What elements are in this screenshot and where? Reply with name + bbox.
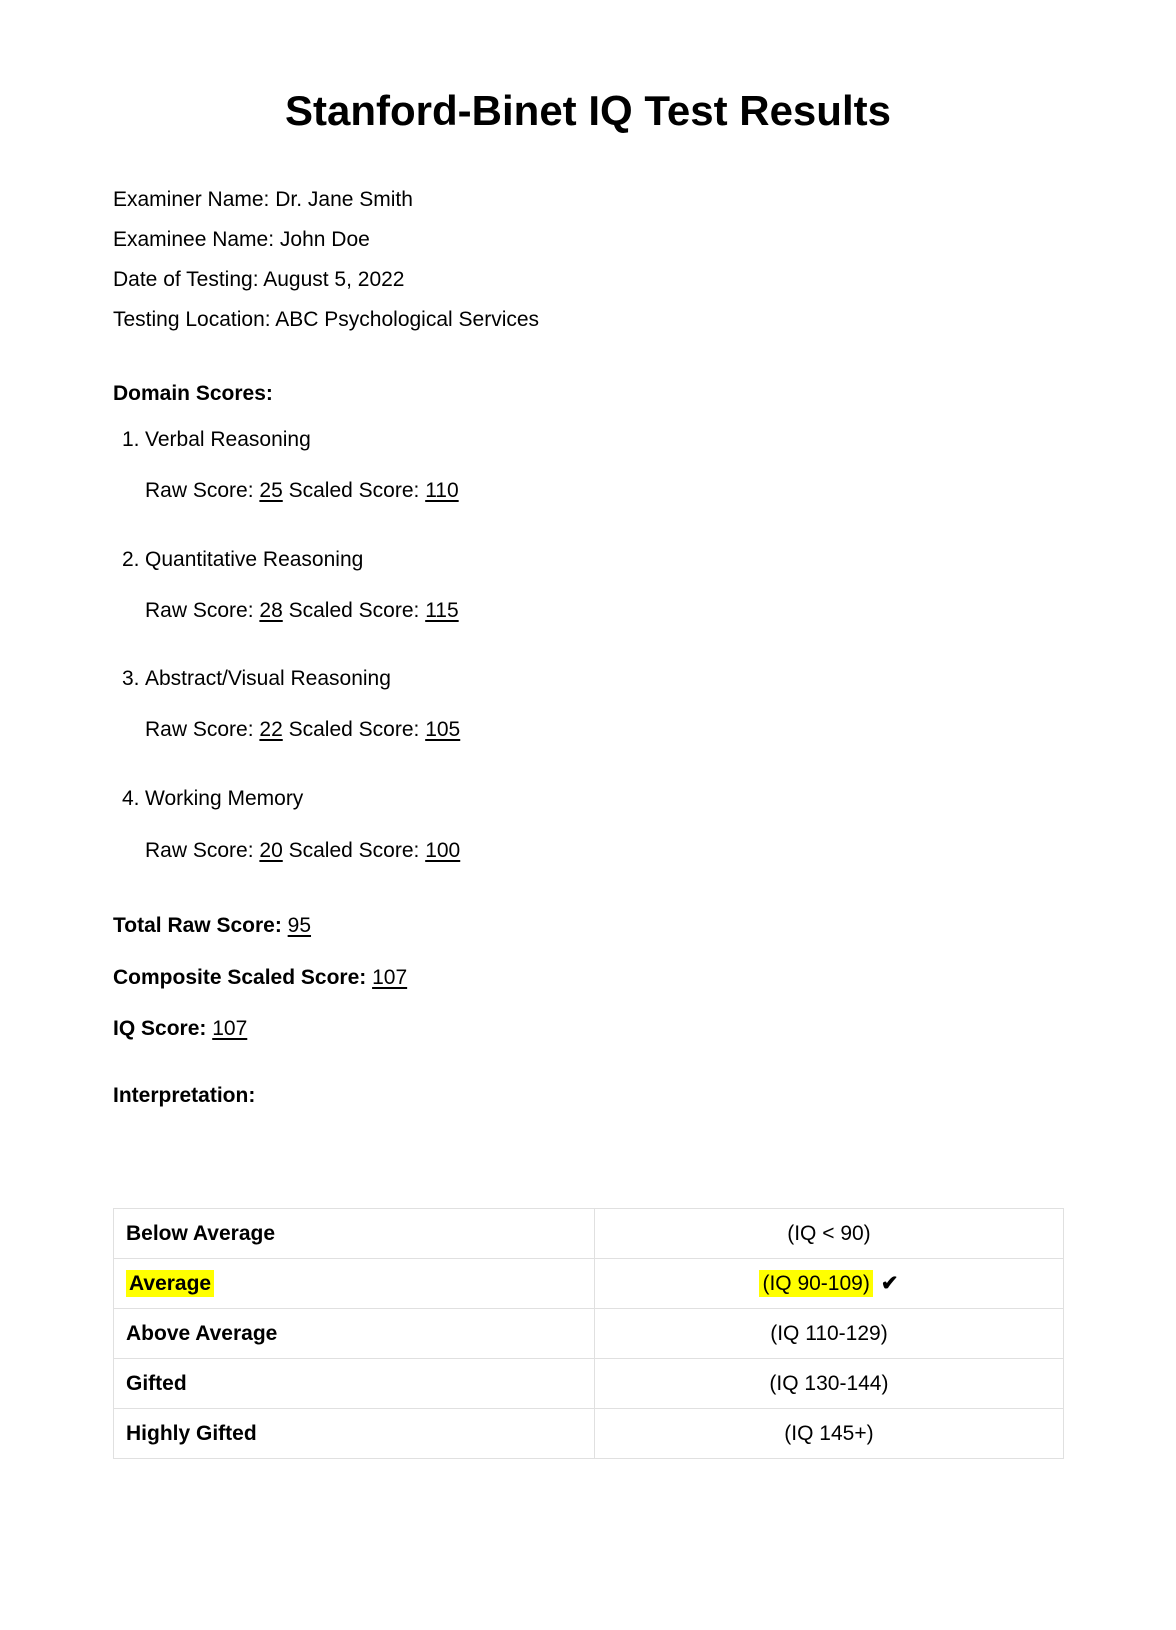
interpretation-category: [114, 1259, 595, 1309]
iq-score-label: IQ Score:: [113, 1017, 207, 1040]
domain-scores-list: [113, 420, 1063, 871]
interpretation-heading: Interpretation:: [113, 1084, 256, 1107]
examiner-name-line: Examiner Name: Dr. Jane Smith: [113, 188, 413, 211]
total-raw-score-line: [113, 906, 1063, 946]
testing-location-line: Testing Location: ABC Psychological Services: [113, 308, 540, 331]
range-label: (IQ 130-144): [769, 1371, 889, 1395]
domain-score-line-1: [145, 471, 1063, 511]
interpretation-category: [114, 1359, 595, 1409]
domain-name-label: Abstract/Visual Reasoning: [145, 667, 391, 690]
meta-section: [113, 180, 1063, 340]
scaled-score-value: 100: [425, 839, 461, 862]
range-label: (IQ < 90): [787, 1221, 871, 1245]
scaled-score-label: Scaled Score:: [288, 479, 420, 502]
domain-number: 2.: [122, 548, 140, 571]
domain-name-label: Working Memory: [145, 787, 304, 810]
range-label: (IQ 110-129): [770, 1321, 888, 1345]
domain-item-1: [122, 420, 1063, 460]
table-row: [114, 1209, 1064, 1259]
domain-item-4: [122, 779, 1063, 819]
total-raw-score-label: Total Raw Score:: [113, 914, 282, 937]
date-of-testing-line: Date of Testing: August 5, 2022: [113, 268, 405, 291]
range-label-highlighted: (IQ 90-109): [759, 1270, 872, 1297]
scaled-score-value: 110: [425, 479, 459, 502]
category-label: Below Average: [126, 1221, 275, 1245]
totals-section: [113, 906, 1063, 1049]
interpretation-range: [594, 1409, 1063, 1459]
raw-score-label: Raw Score:: [145, 599, 254, 622]
raw-score-value: 22: [259, 718, 283, 741]
interpretation-range: [594, 1309, 1063, 1359]
domain-score-line-2: [145, 591, 1063, 631]
domain-name-label: Verbal Reasoning: [145, 428, 311, 451]
range-label: (IQ 145+): [784, 1421, 874, 1445]
raw-score-value: 25: [259, 479, 283, 502]
raw-score-label: Raw Score:: [145, 479, 254, 502]
scaled-score-label: Scaled Score:: [288, 599, 420, 622]
scaled-score-label: Scaled Score:: [288, 718, 420, 741]
raw-score-label: Raw Score:: [145, 839, 254, 862]
interpretation-range: [594, 1359, 1063, 1409]
category-label: Above Average: [126, 1321, 278, 1345]
page-title: Stanford-Binet IQ Test Results: [285, 87, 891, 134]
domain-number: 3.: [122, 667, 140, 690]
category-label: Highly Gifted: [126, 1421, 257, 1445]
total-raw-score-value: 95: [287, 914, 312, 937]
domain-item-3: [122, 659, 1063, 699]
raw-score-value: 20: [259, 839, 283, 862]
raw-score-label: Raw Score:: [145, 718, 254, 741]
raw-score-value: 28: [259, 599, 283, 622]
scaled-score-value: 105: [425, 718, 461, 741]
scaled-score-label: Scaled Score:: [288, 839, 420, 862]
table-row: [114, 1409, 1064, 1459]
composite-scaled-score-label: Composite Scaled Score:: [113, 966, 367, 989]
interpretation-table: [113, 1208, 1064, 1459]
domain-name-label: Quantitative Reasoning: [145, 548, 364, 571]
table-row: [114, 1309, 1064, 1359]
table-row-selected: [114, 1259, 1064, 1309]
domain-score-line-4: [145, 831, 1063, 871]
domain-number: 4.: [122, 787, 140, 810]
composite-scaled-score-value: 107: [372, 966, 408, 989]
interpretation-range: [594, 1259, 1063, 1309]
domain-scores-heading: Domain Scores:: [113, 382, 273, 405]
interpretation-category: [114, 1209, 595, 1259]
table-row: [114, 1359, 1064, 1409]
iq-score-line: [113, 1009, 1063, 1049]
composite-scaled-score-line: [113, 958, 1063, 998]
domain-score-line-3: [145, 710, 1063, 750]
domain-item-2: [122, 540, 1063, 580]
interpretation-category: [114, 1309, 595, 1359]
examinee-name-line: Examinee Name: John Doe: [113, 228, 370, 251]
domain-number: 1.: [122, 428, 140, 451]
interpretation-category: [114, 1409, 595, 1459]
category-label: Gifted: [126, 1371, 187, 1395]
checkmark-icon: ✔: [880, 1272, 899, 1295]
category-label-highlighted: Average: [126, 1270, 214, 1297]
scaled-score-value: 115: [425, 599, 459, 622]
iq-score-value: 107: [212, 1017, 248, 1040]
interpretation-range: [594, 1209, 1063, 1259]
